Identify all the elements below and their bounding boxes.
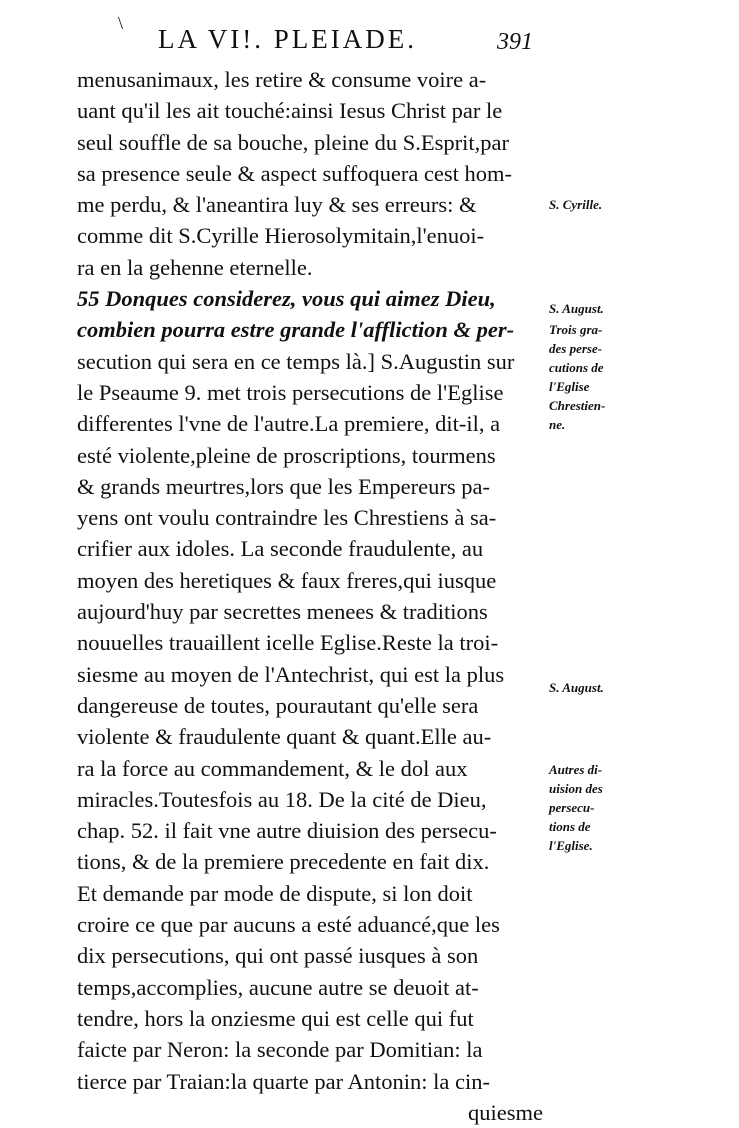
catchword: quiesme [468, 1099, 543, 1125]
text-line: yens ont voulu contraindre les Chrestiens à sa- [77, 505, 497, 531]
margin-note-line: S. August. [549, 301, 604, 316]
text-line: nouuelles trauaillent icelle Eglise.Reste la troi- [77, 630, 499, 656]
margin-note-line: l'Eglise. [549, 838, 593, 853]
text-line: esté violente,pleine de proscriptions, tourmens [77, 442, 496, 468]
text-line: crifier aux idoles. La seconde fraudulente, au [77, 536, 484, 562]
text-line: ra la force au commandement, & le dol aux [77, 755, 468, 781]
margin-note [549, 195, 602, 214]
text-line: faicte par Neron: la seconde par Domitian: la [77, 1037, 483, 1063]
text-line: siesme au moyen de l'Antechrist, qui est la plus [77, 661, 505, 687]
text-line: me perdu, & l'aneantira luy & ses erreurs: & [77, 192, 477, 218]
margin-note-line: persecu- [549, 800, 595, 815]
text-line: dix persecutions, qui ont passé iusques à son [77, 943, 479, 969]
margin-note-line: tions de [549, 819, 591, 834]
margin-note-line: l'Eglise [549, 379, 590, 394]
margin-note [549, 320, 605, 434]
running-head: LA VI!. PLEIADE. [158, 24, 417, 54]
text-line: secution qui sera en ce temps là.] S.Augustin sur [77, 348, 515, 374]
text-line-italic: 55 Donques considerez, vous qui aimez Dieu, [77, 286, 496, 312]
margin-note-line: cutions de [549, 360, 604, 375]
text-line: chap. 52. il fait vne autre diuision des persecu- [77, 818, 497, 844]
text-line: tendre, hors la onziesme qui est celle qui fut [77, 1005, 474, 1031]
text-line: differentes l'vne de l'autre.La premiere, dit-il, a [77, 411, 501, 437]
text-line: Et demande par mode de dispute, si lon doit [77, 880, 473, 906]
margin-note-line: Trois gra- [549, 322, 603, 337]
text-line: moyen des heretiques & faux freres,qui iusque [77, 567, 497, 593]
margin-note [549, 678, 604, 697]
margin-note-line: des perse- [549, 341, 603, 356]
text-line: dangereuse de toutes, pourautant qu'elle sera [77, 692, 479, 718]
text-line: ra en la gehenne eternelle. [77, 254, 313, 280]
text-line: tierce par Traian:la quarte par Antonin: la cin- [77, 1068, 490, 1094]
text-line: violente & fraudulente quant & quant.Elle au- [77, 724, 492, 750]
text-line: uant qu'il les ait touché:ainsi Iesus Christ par le [77, 98, 503, 124]
text-line: menusanimaux, les retire & consume voire a- [77, 67, 487, 92]
text-line: & grands meurtres,lors que les Empereurs pa- [77, 473, 490, 499]
body-text [77, 64, 547, 1128]
text-line: le Pseaume 9. met trois persecutions de l'Eglise [77, 379, 504, 405]
text-line: seul souffle de sa bouche, pleine du S.Esprit,par [77, 129, 509, 155]
margin-note-line: S. August. [549, 680, 604, 695]
text-line: tions, & de la premiere precedente en fait dix. [77, 849, 490, 875]
text-line: comme dit S.Cyrille Hierosolymitain,l'enuoi- [77, 223, 485, 249]
margin-note-line: ne. [549, 417, 566, 432]
page-number: 391 [497, 29, 533, 55]
text-line: aujourd'huy par secrettes menees & traditions [77, 599, 488, 625]
margin-note [549, 299, 604, 318]
corner-mark: \ [118, 13, 124, 33]
margin-note [549, 760, 603, 855]
text-line: temps,accomplies, aucune autre se deuoit at- [77, 974, 479, 1000]
margin-note-line: S. Cyrille. [549, 197, 603, 212]
margin-note-line: uision des [549, 781, 603, 796]
text-line-italic: combien pourra estre grande l'affliction & per- [77, 317, 515, 343]
text-line: croire ce que par aucuns a esté aduancé,que les [77, 912, 500, 938]
text-line: miracles.Toutesfois au 18. De la cité de Dieu, [77, 786, 487, 812]
margin-note-line: Autres di- [549, 762, 603, 777]
margin-note-line: Chrestien- [549, 398, 606, 413]
text-line: sa presence seule & aspect suffoquera cest hom- [77, 160, 513, 186]
